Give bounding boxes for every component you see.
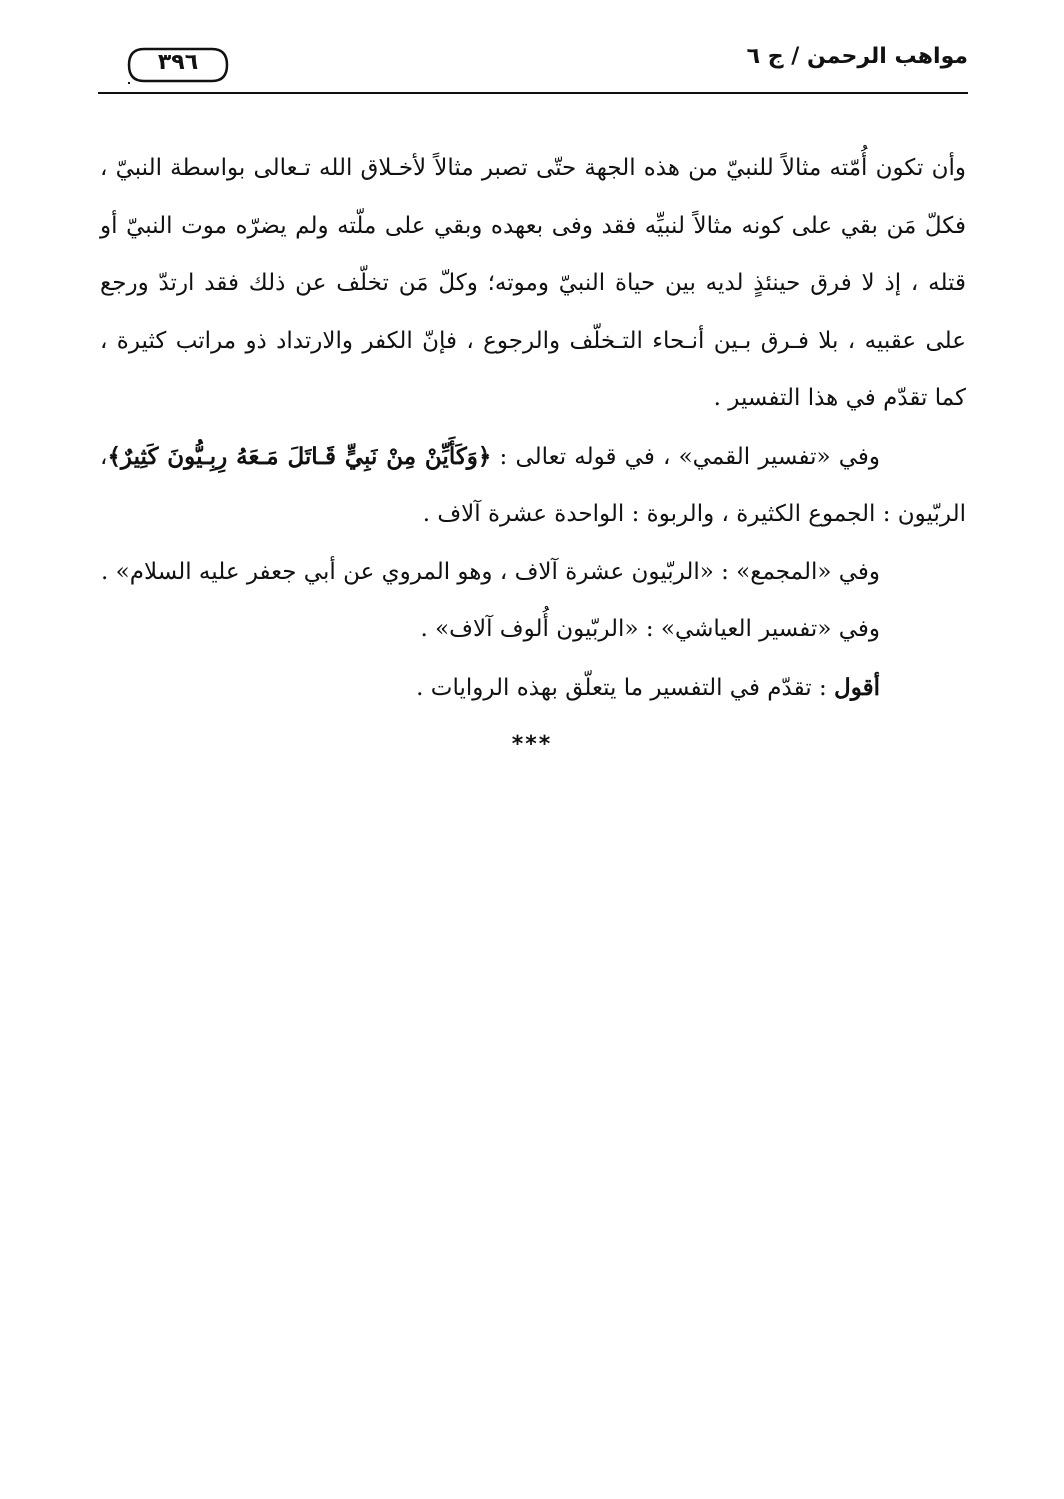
paragraph-4: وفي «تفسير العياشي» : «الربّيون أُلوف آلاف» . xyxy=(420,616,880,642)
page-header xyxy=(98,40,968,94)
paragraph-5-lead: أقول xyxy=(834,673,880,701)
main-text xyxy=(100,140,966,717)
header-rule xyxy=(98,92,968,94)
paragraph-3: وفي «المجمع» : «الربّيون عشرة آلاف ، وهو المروي عن أبي جعفر عليه السلام» . xyxy=(101,558,880,585)
page-number: ٣٩٦ xyxy=(157,50,199,75)
page-number-badge xyxy=(126,46,230,84)
running-title: مواهب الرحمن / ج ٦ xyxy=(746,44,968,69)
paragraph-5-rest: : تقدّم في التفسير ما يتعلّق بهذه الروايات . xyxy=(416,674,827,701)
quran-verse: ﴿وَكَأَيِّنْ مِنْ نَبِيٍّ قَـاتَلَ مَـعَهُ رِبِـيُّونَ كَثِيرٌ﴾ xyxy=(107,442,492,470)
section-divider: *** xyxy=(511,732,553,757)
paragraph-1: وأن تكون أُمّته مثالاً للنبيّ من هذه الجهة حتّى تصبر مثالاً لأخـلاق الله تـعالى بواسطة النبيّ ، فكلّ مَن بقي على كونه مثالاً لنبيِّه فقد وفى بعهده وبقي على ملّته ولم يضرّه موت النبيّ أو قتله ، إذ لا فرق حينئذٍ لديه بين حياة النبيّ وموته؛ وكلّ مَن تخلّف عن ذلك فقد ارتدّ ورجع على عقبيه ، بلا فـرق بـين أنـحاء التـخلّف والرجوع ، فإنّ الكفر والارتداد ذو مراتب كثيرة ، كما تقدّم في هذا التفسير . xyxy=(100,155,966,411)
paragraph-2-commentary: ، الربّيون : الجموع الكثيرة ، والربوة : الواحدة عشرة آلاف . xyxy=(100,443,966,527)
paragraph-5 xyxy=(100,659,966,718)
paragraph-2-intro: وفي «تفسير القمي» ، في قوله تعالى : xyxy=(499,443,881,470)
paragraph-2 xyxy=(100,428,966,544)
